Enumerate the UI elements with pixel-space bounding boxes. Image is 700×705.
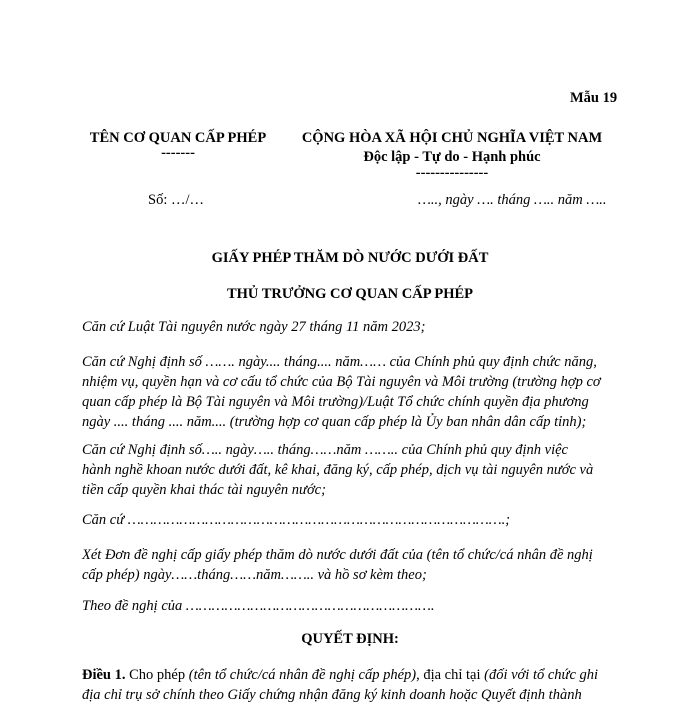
paragraph-line: Theo đề nghị của …………………………………………………. — [82, 598, 435, 614]
paragraph-line: nhiệm vụ, quyền hạn và cơ cấu tổ chức của Bộ Tài nguyên và Môi trường (trường hợp cơ — [82, 374, 601, 390]
legal-basis-decree-drilling — [82, 440, 622, 500]
agency-rule: ------- — [161, 145, 195, 161]
date-line: ….., ngày …. tháng ….. năm ….. — [418, 192, 607, 208]
paragraph-line: cấp phép) ngày……tháng……năm…….. và hồ sơ kèm theo; — [82, 567, 427, 583]
article-1-address-text: , địa chỉ tại — [416, 667, 485, 683]
paragraph-line: Xét Đơn đề nghị cấp giấy phép thăm dò nước dưới đất của (tên tổ chức/cá nhân đề nghị — [82, 547, 593, 563]
decision-heading: QUYẾT ĐỊNH: — [301, 631, 399, 647]
article-1-org-placeholder: (tên tổ chức/cá nhân đề nghị cấp phép) — [188, 667, 417, 683]
paragraph-line: Căn cứ …………………………………………………………………………….; — [82, 512, 511, 528]
article-1-line-1 — [82, 665, 598, 685]
article-1-text: Cho phép — [125, 667, 189, 683]
legal-basis-law — [82, 317, 622, 337]
proposal-by — [82, 596, 622, 616]
paragraph-line: ngày .... tháng .... năm.... (trường hợp cơ quan cấp phép là Ủy ban nhân dân cấp tỉnh); — [82, 414, 587, 430]
document-number: Số: …/… — [148, 192, 204, 208]
paragraph-line: Căn cứ Nghị định số….. ngày….. tháng……năm …….. của Chính phủ quy định việc — [82, 442, 568, 458]
nation-name: CỘNG HÒA XÃ HỘI CHỦ NGHĨA VIỆT NAM — [301, 130, 603, 146]
paragraph-line: tiền cấp quyền khai thác tài nguyên nước; — [82, 482, 326, 498]
paragraph-line: hành nghề khoan nước dưới đất, kê khai, đăng ký, cấp phép, dịch vụ tài nguyên nước và — [82, 462, 594, 478]
article-1-label: Điều 1. — [82, 667, 126, 683]
agency-name: TÊN CƠ QUAN CẤP PHÉP — [89, 130, 267, 146]
application-review — [82, 545, 622, 585]
document-subtitle: THỦ TRƯỞNG CƠ QUAN CẤP PHÉP — [226, 286, 474, 302]
form-number: Mẫu 19 — [570, 90, 618, 106]
paragraph-line: quan cấp phép là Bộ Tài nguyên và Môi trường)/Luật Tổ chức chính quyền địa phương — [82, 394, 589, 410]
paragraph-line: Căn cứ Luật Tài nguyên nước ngày 27 tháng 11 năm 2023; — [82, 319, 426, 335]
document-title: GIẤY PHÉP THĂM DÒ NƯỚC DƯỚI ĐẤT — [211, 250, 489, 266]
nation-motto: Độc lập - Tự do - Hạnh phúc — [363, 149, 541, 165]
article-1 — [82, 665, 598, 705]
motto-rule: --------------- — [415, 165, 489, 181]
article-1-line-2: địa chỉ trụ sở chính theo Giấy chứng nhận đăng ký kinh doanh hoặc Quyết định thành — [82, 687, 582, 703]
article-1-address-note: (đối với tổ chức ghi — [484, 667, 599, 683]
paragraph-line: Căn cứ Nghị định số ……. ngày.... tháng.... năm…… của Chính phủ quy định chức năng, — [82, 354, 597, 370]
legal-basis-decree-function — [82, 352, 622, 432]
legal-basis-other — [82, 510, 622, 530]
